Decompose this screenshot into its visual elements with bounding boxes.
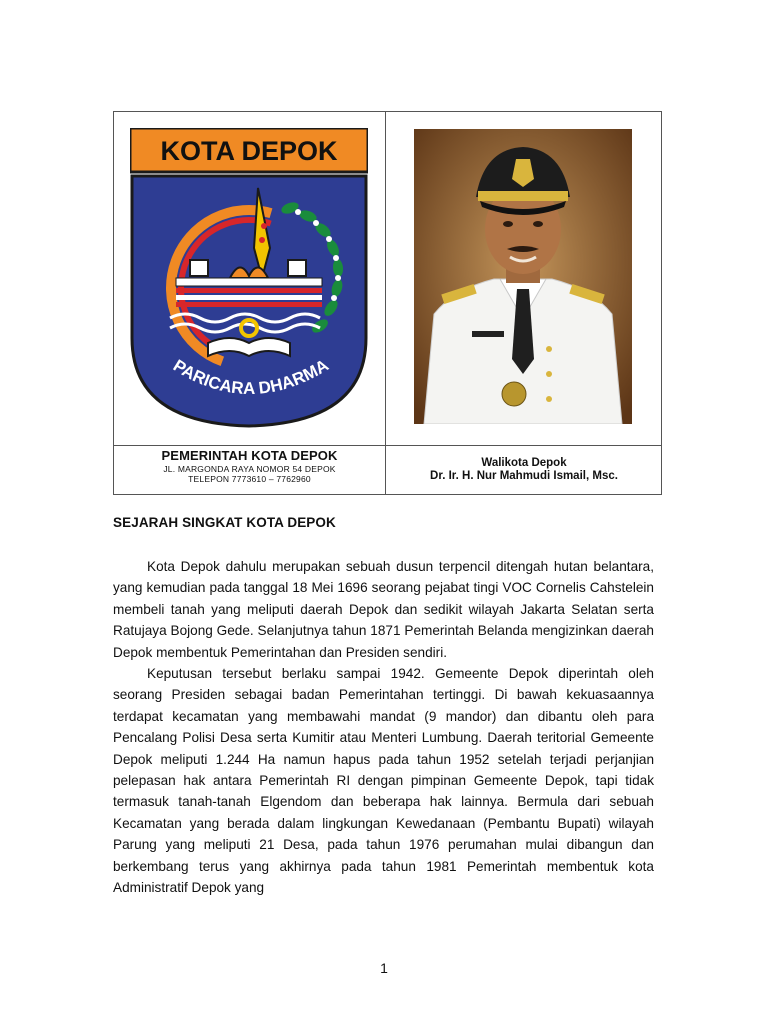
- organization-name: PEMERINTAH KOTA DEPOK: [161, 448, 338, 463]
- mayor-role: Walikota Depok: [481, 457, 567, 469]
- organization-caption: [114, 446, 385, 494]
- article-title: SEJARAH SINGKAT KOTA DEPOK: [113, 515, 336, 530]
- mayor-name: Dr. Ir. H. Nur Mahmudi Ismail, Msc.: [430, 470, 618, 482]
- article-paragraph: Kota Depok dahulu merupakan sebuah dusun terpencil ditengah hutan belantara, yang kemudian pada tanggal 18 Mei 1696 seorang pejabat tingi VOC Cornelis Cahstelein membeli tanah yang meliputi daerah Depok dan sedikit wilayah Jakarta Selatan serta Ratujaya Bojong Gede. Selanjutnya tahun 1871 Pemerintah Belanda mengizinkan daerah Depok membentuk Pemerintahan dan Presiden sendiri.: [113, 559, 654, 660]
- emblem-banner-text: KOTA DEPOK: [160, 136, 338, 166]
- emblem-motto: PARICARA DHARMA: [169, 355, 332, 399]
- emblem-cell: [114, 112, 385, 445]
- organization-phone: TELEPON 7773610 – 7762960: [188, 474, 311, 484]
- article-paragraph: Keputusan tersebut berlaku sampai 1942. Gemeente Depok diperintah oleh seorang Presiden sebagai badan Pemerintahan tertinggi. Di bawah kekuasaannya terdapat kecamatan yang membawahi mandat (9 mandor) dan dibantu oleh para Pencalang Polisi Desa serta Kumitir atau Menteri Lumbung. Daerah teritorial Gemeente Depok meliputi 1.244 Ha namun hapus pada tahun 1952 setelah terjadi perjanjian pelepasan hak antara Pemerintah RI dengan pimpinan Gemeente Depok, tapi tidak termasuk tanah-tanah Elgendom dan beberapa hak lainnya. Bermula dari sebuah Kecamatan yang berada dalam lingkungan Kewedanaan (Pembantu Bupati) wilayah Parung yang meliputi 21 Desa, pada tahun 1976 perumahan mulai dibangun dan berkembang terus yang akhirnya pada tahun 1981 Pemerintah membentuk kota Administratif Depok yang: [113, 666, 654, 896]
- mayor-portrait: [414, 129, 632, 424]
- portrait-cell: [386, 112, 662, 445]
- page-number: 1: [380, 960, 388, 976]
- kota-depok-emblem: [130, 128, 368, 428]
- organization-address: JL. MARGONDA RAYA NOMOR 54 DEPOK: [163, 464, 336, 474]
- header-table: [113, 111, 662, 495]
- article-body: [113, 556, 654, 899]
- mayor-caption: [386, 446, 662, 494]
